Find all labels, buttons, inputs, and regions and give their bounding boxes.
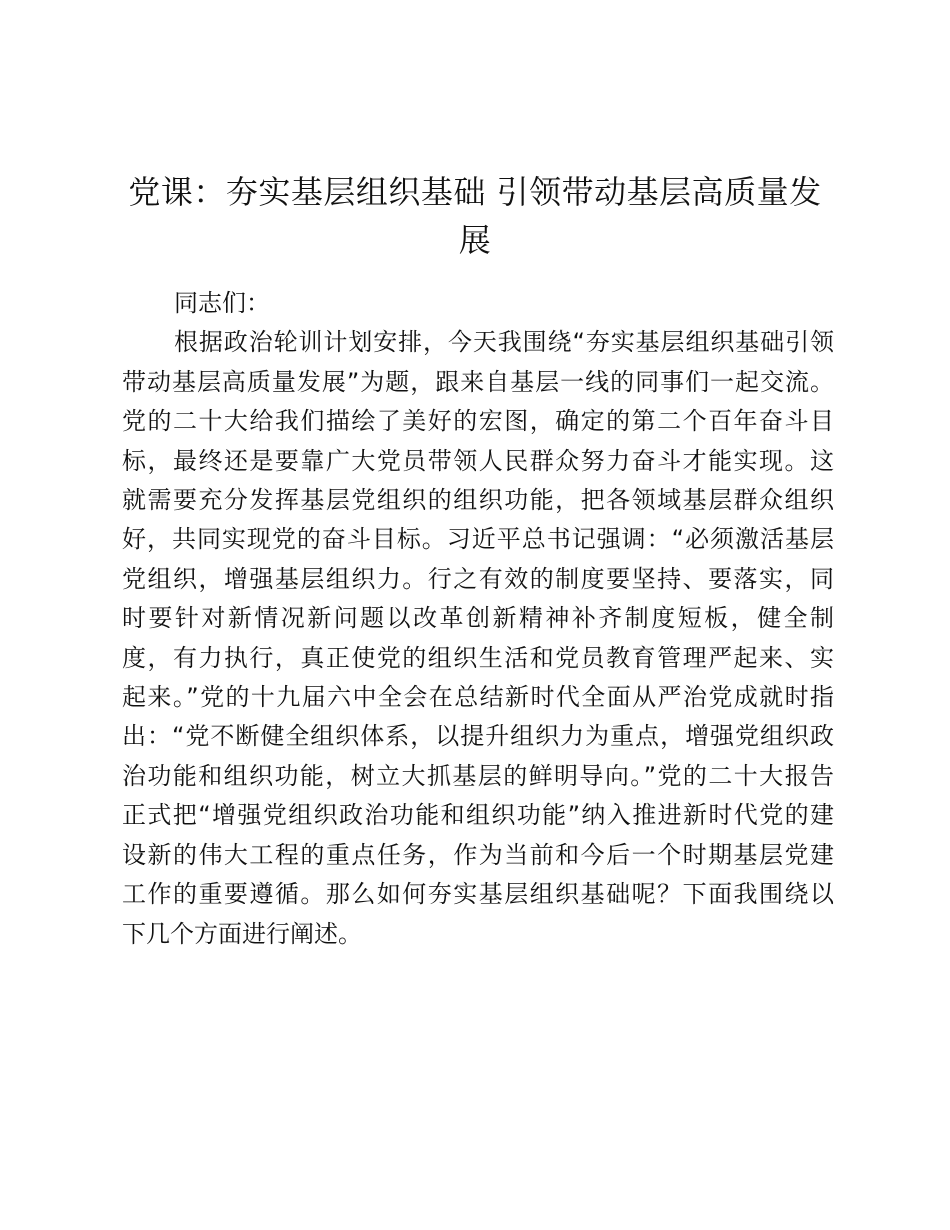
paragraph-line: 根据政治轮训计划安排，今天我围绕“夯实基层组织基础引领 [174,328,834,357]
paragraph-line: 正式把“增强党组织政治功能和组织功能”纳入推进新时代党的建 [122,801,834,830]
paragraph-line: 时要针对新情况新问题以改革创新精神补齐制度短板，健全制 [122,604,834,633]
document-body [122,284,834,954]
salutation: 同志们： [174,289,270,317]
paragraph-line: 党的二十大给我们描绘了美好的宏图，确定的第二个百年奋斗目 [122,407,834,436]
paragraph-line: 治功能和组织功能，树立大抓基层的鲜明导向。”党的二十大报告 [122,761,834,790]
paragraph-line: 设新的伟大工程的重点任务，作为当前和今后一个时期基层党建 [122,840,834,869]
paragraph-line: 好，共同实现党的奋斗目标。习近平总书记强调：“必须激活基层 [122,525,834,554]
paragraph-line: 度，有力执行，真正使党的组织生活和党员教育管理严起来、实 [122,643,834,672]
paragraph-line: 工作的重要遵循。那么如何夯实基层组织基础呢？下面我围绕以 [122,880,834,909]
paragraph-line: 出：“党不断健全组织体系，以提升组织力为重点，增强党组织政 [122,722,834,751]
paragraph-line: 下几个方面进行阐述。 [122,919,362,948]
paragraph-line: 起来。”党的十九届六中全会在总结新时代全面从严治党成就时指 [122,683,834,712]
paragraph-line: 带动基层高质量发展”为题，跟来自基层一线的同事们一起交流。 [122,367,834,396]
paragraph-line: 就需要充分发挥基层党组织的组织功能，把各领域基层群众组织 [122,486,834,515]
paragraph-line: 标，最终还是要靠广大党员带领人民群众努力奋斗才能实现。这 [122,446,834,475]
document-title: 党课：夯实基层组织基础 引领带动基层高质量发展 [128,173,822,259]
paragraph-line: 党组织，增强基层组织力。行之有效的制度要坚持、要落实，同 [122,564,834,593]
body-paragraph [122,323,834,954]
